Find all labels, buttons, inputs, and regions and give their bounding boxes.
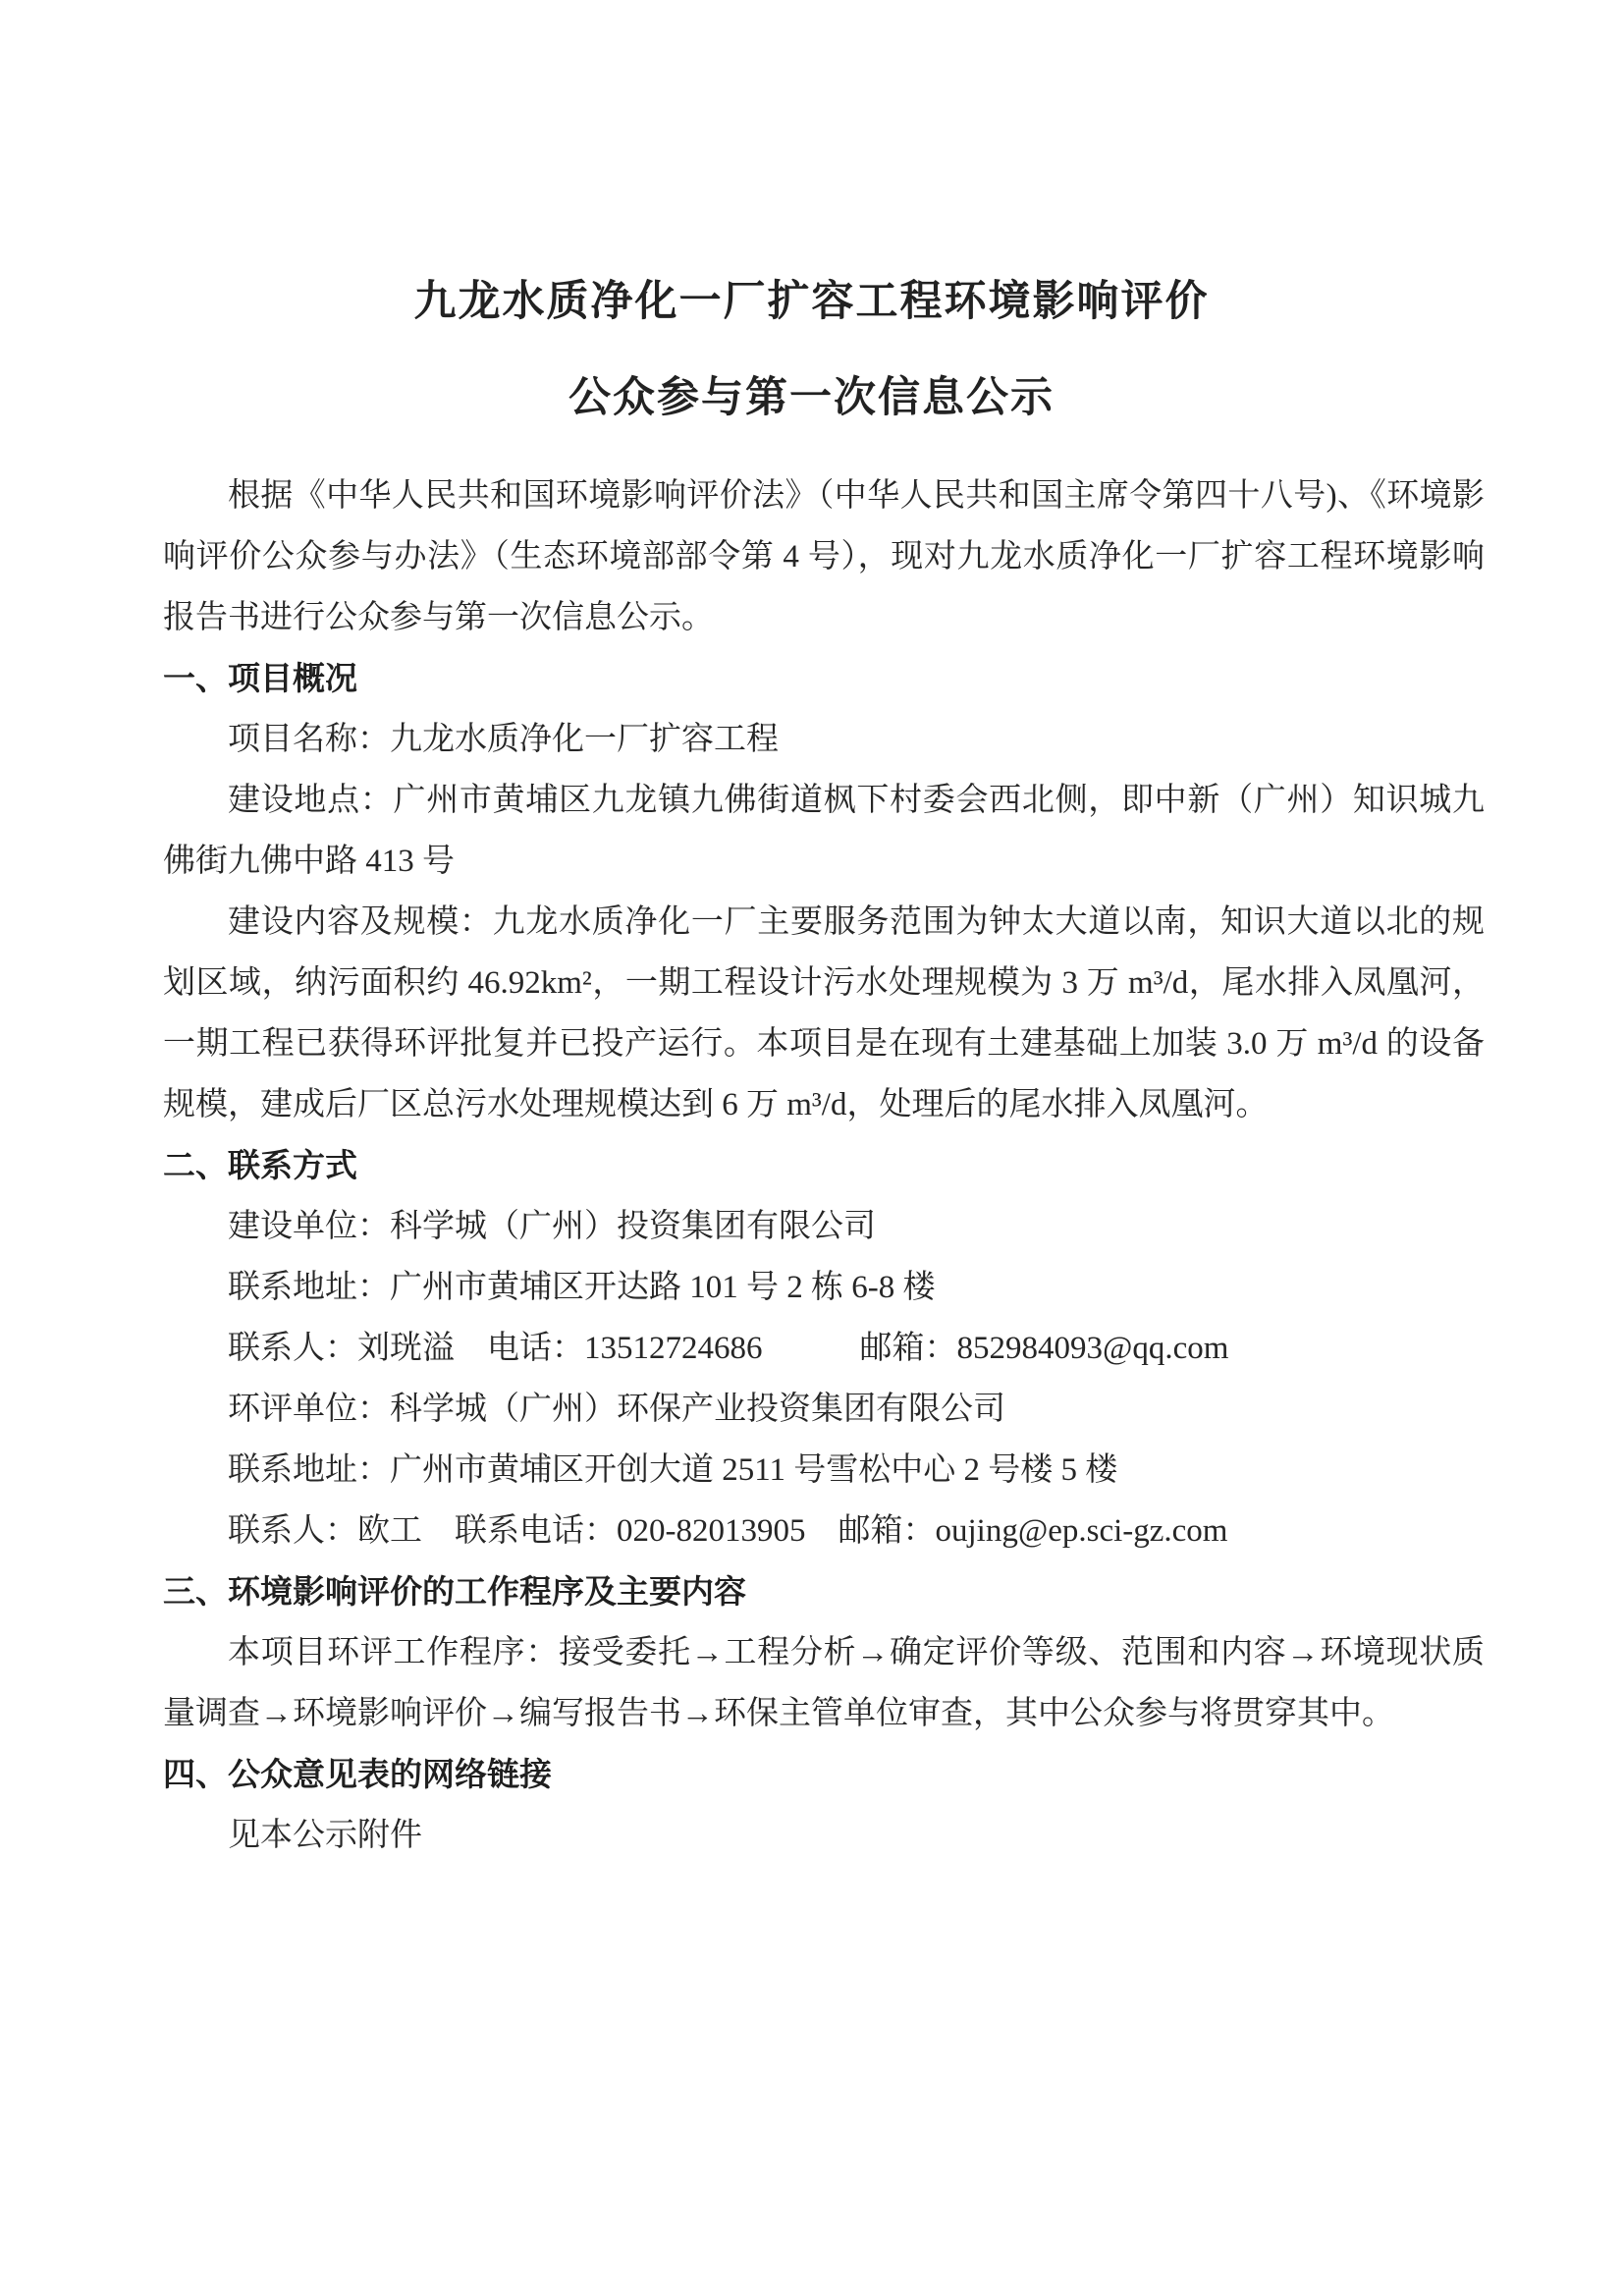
eia-unit-contact-paragraph: 联系人：欧工 联系电话：020-82013905 邮箱：oujing@ep.sci-gz.com [228, 1513, 1228, 1549]
document-body [163, 465, 1485, 1866]
document-title-block [0, 253, 1623, 446]
section-heading-contact-info: 二、联系方式 [163, 1147, 357, 1183]
eia-unit-paragraph: 环评单位：科学城（广州）环保产业投资集团有限公司 [228, 1392, 1005, 1427]
project-location-paragraph: 建设地点：广州市黄埔区九龙镇九佛街道枫下村委会西北侧，即中新（广州）知识城九佛街九佛中路 413 号 [163, 783, 1485, 879]
eia-unit-address-paragraph: 联系地址：广州市黄埔区开创大道 2511 号雪松中心 2 号楼 5 楼 [228, 1452, 1118, 1488]
intro-paragraph: 根据《中华人民共和国环境影响评价法》（中华人民共和国主席令第四十八号)、《环境影响评价公众参与办法》（生态环境部部令第 4 号），现对九龙水质净化一厂扩容工程环境影响报告书进行公众参与第一次信息公示。 [163, 478, 1485, 635]
eia-procedure-paragraph: 本项目环评工作程序：接受委托→工程分析→确定评价等级、范围和内容→环境现状质量调查→环境影响评价→编写报告书→环保主管单位审查，其中公众参与将贯穿其中。 [163, 1635, 1485, 1731]
feedback-form-link-paragraph: 见本公示附件 [228, 1818, 422, 1853]
construction-unit-paragraph: 建设单位：科学城（广州）投资集团有限公司 [228, 1209, 876, 1244]
section-heading-feedback-form-link: 四、公众意见表的网络链接 [163, 1756, 552, 1792]
project-scale-paragraph: 建设内容及规模：九龙水质净化一厂主要服务范围为钟太大道以南，知识大道以北的规划区域，纳污面积约 46.92km²，一期工程设计污水处理规模为 3 万 m³/d，尾水排入凤凰河，一期工程已获得环评批复并已投产运行。本项目是在现有土建基础上加装 3.0 万 m³/d 的设备规模，建成后厂区总污水处理规模达到 6 万 m³/d，处理后的尾水排入凤凰河。 [163, 904, 1485, 1122]
document-title-line-2: 公众参与第一次信息公示 [568, 374, 1055, 421]
document-title-line-1: 九龙水质净化一厂扩容工程环境影响评价 [413, 278, 1210, 325]
section-heading-project-overview: 一、项目概况 [163, 660, 357, 696]
project-name-paragraph: 项目名称：九龙水质净化一厂扩容工程 [228, 722, 779, 757]
construction-unit-address-paragraph: 联系地址：广州市黄埔区开达路 101 号 2 栋 6-8 楼 [228, 1270, 936, 1305]
section-heading-eia-procedure: 三、环境影响评价的工作程序及主要内容 [163, 1573, 746, 1610]
construction-unit-contact-paragraph: 联系人：刘珖溢 电话：13512724686 邮箱：852984093@qq.com [228, 1331, 1229, 1366]
